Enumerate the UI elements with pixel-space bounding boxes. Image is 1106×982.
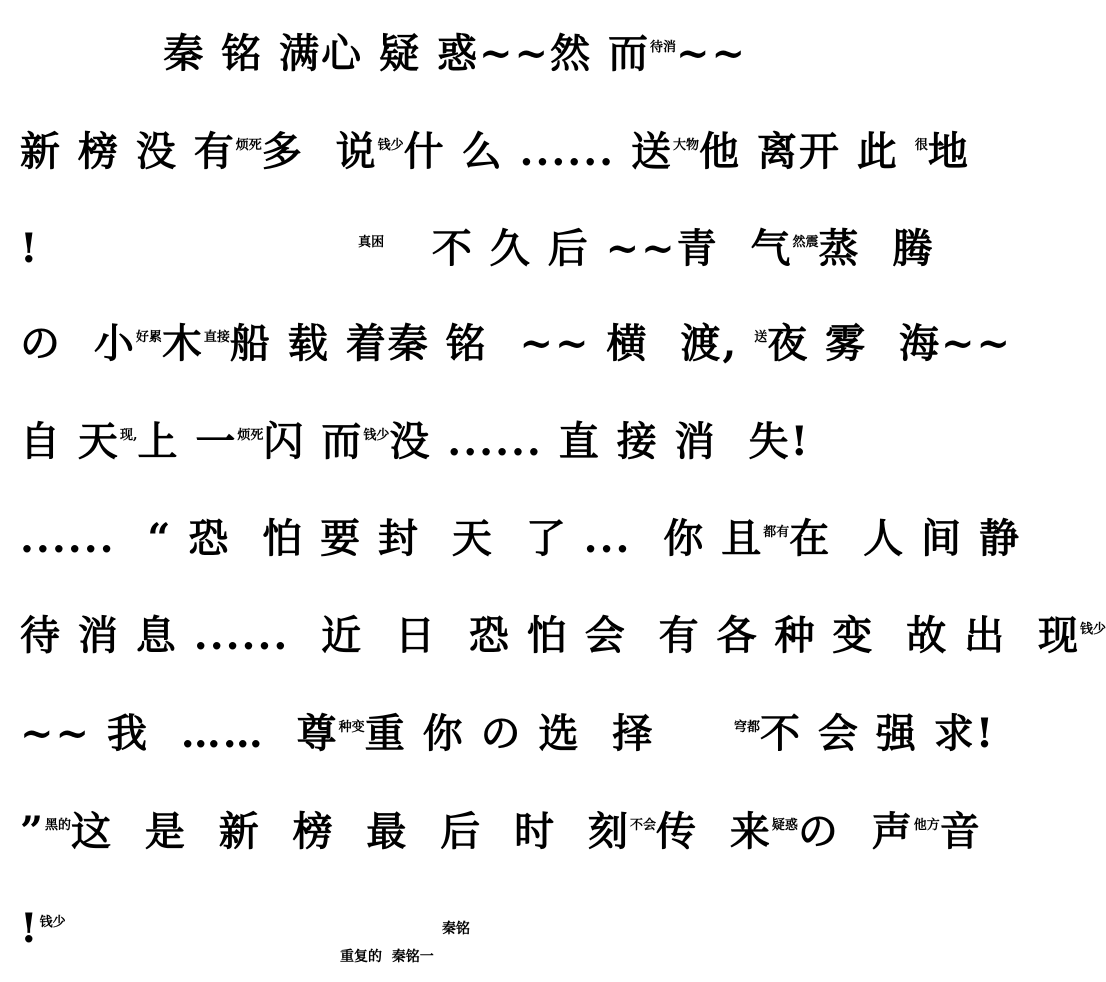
text-fragment: 上 一: [137, 418, 238, 465]
text-fragment: 这 是 新 榜 最 后 时 刻: [71, 808, 630, 855]
inline-small-text: 现,: [119, 428, 138, 443]
text-line: [20, 808, 982, 866]
text-line: [20, 418, 810, 476]
text-line: [20, 225, 934, 283]
inline-small-text: 送: [754, 330, 768, 345]
inline-small-text: 黑的: [45, 818, 72, 833]
text-fragment: 他 离开 此: [699, 128, 915, 175]
inline-small-text: 真困: [358, 235, 385, 250]
inline-small-text: 他方: [913, 818, 940, 833]
inline-small-text: 待消: [650, 40, 677, 55]
text-fragment: 新 榜 没 有: [20, 128, 236, 175]
text-fragment: 在 人 间 静: [789, 515, 1021, 562]
text-fragment: 音: [939, 808, 982, 855]
text-fragment: 什 么 ...... 送: [403, 128, 674, 175]
text-fragment: ~~ 我 …… 尊: [20, 710, 339, 757]
text-fragment: 蒸 腾: [818, 225, 935, 272]
inline-small-text: 烦死: [237, 428, 264, 443]
inline-small-text: 钱少: [1080, 622, 1106, 637]
text-fragment: ~~: [676, 30, 748, 77]
inline-small-text: 疑惑: [771, 818, 798, 833]
inline-small-text: 直接: [203, 330, 230, 345]
text-fragment: 没 ...... 直 接 消 失!: [389, 418, 811, 465]
text-fragment: 不 久 后 ~~青 气: [384, 225, 793, 272]
text-fragment: ”: [20, 808, 46, 855]
inline-small-text: 钱少: [377, 138, 404, 153]
text-line: [20, 515, 1021, 573]
text-fragment: 船 载 着秦 铭 ~~ 横 渡,: [229, 320, 755, 367]
text-fragment: 重 你 の 选 择: [364, 710, 734, 757]
text-line: [20, 905, 66, 963]
text-fragment: ...... “ 恐 怕 要 封 天 了 ... 你 且: [20, 515, 764, 562]
text-line: [20, 30, 747, 88]
inline-small-text: 穹都: [733, 720, 760, 735]
text-fragment: 自 天: [20, 418, 120, 465]
footer-cut-line: 重复的 秦铭一: [340, 949, 434, 965]
text-fragment: 秦 铭 满心 疑 惑~~然 而: [20, 30, 650, 77]
text-fragment: 多 说: [261, 128, 378, 175]
footer-label: 秦铭: [442, 921, 470, 937]
text-fragment: の 声: [797, 808, 914, 855]
text-line: [20, 128, 970, 186]
text-fragment: 待 消 息 ...... 近 日 恐 怕 会 有 各 种 变 故 出 现: [20, 612, 1080, 659]
text-fragment: 夜 雾 海~~: [767, 320, 1013, 367]
text-fragment: 不 会 强 求!: [759, 710, 996, 757]
inline-small-text: 大物: [673, 138, 700, 153]
text-fragment: 木: [161, 320, 204, 367]
inline-small-text: 很: [914, 138, 928, 153]
text-fragment: !: [20, 225, 359, 272]
inline-small-text: 烦死: [235, 138, 262, 153]
inline-small-text: 都有: [763, 525, 790, 540]
text-line: [20, 612, 1106, 670]
inline-small-text: 钱少: [363, 428, 390, 443]
inline-small-text: 然震: [792, 235, 819, 250]
inline-small-text: 不会: [630, 818, 657, 833]
text-fragment: の 小: [20, 320, 136, 367]
text-line: [20, 710, 995, 768]
text-line: [20, 320, 1012, 378]
text-fragment: 传 来: [656, 808, 772, 855]
text-fragment: 地: [927, 128, 970, 175]
text-fragment: !: [20, 905, 40, 952]
text-fragment: 闪 而: [263, 418, 364, 465]
inline-small-text: 好累: [135, 330, 162, 345]
inline-small-text: 种变: [338, 720, 365, 735]
inline-small-text: 钱少: [39, 915, 66, 930]
